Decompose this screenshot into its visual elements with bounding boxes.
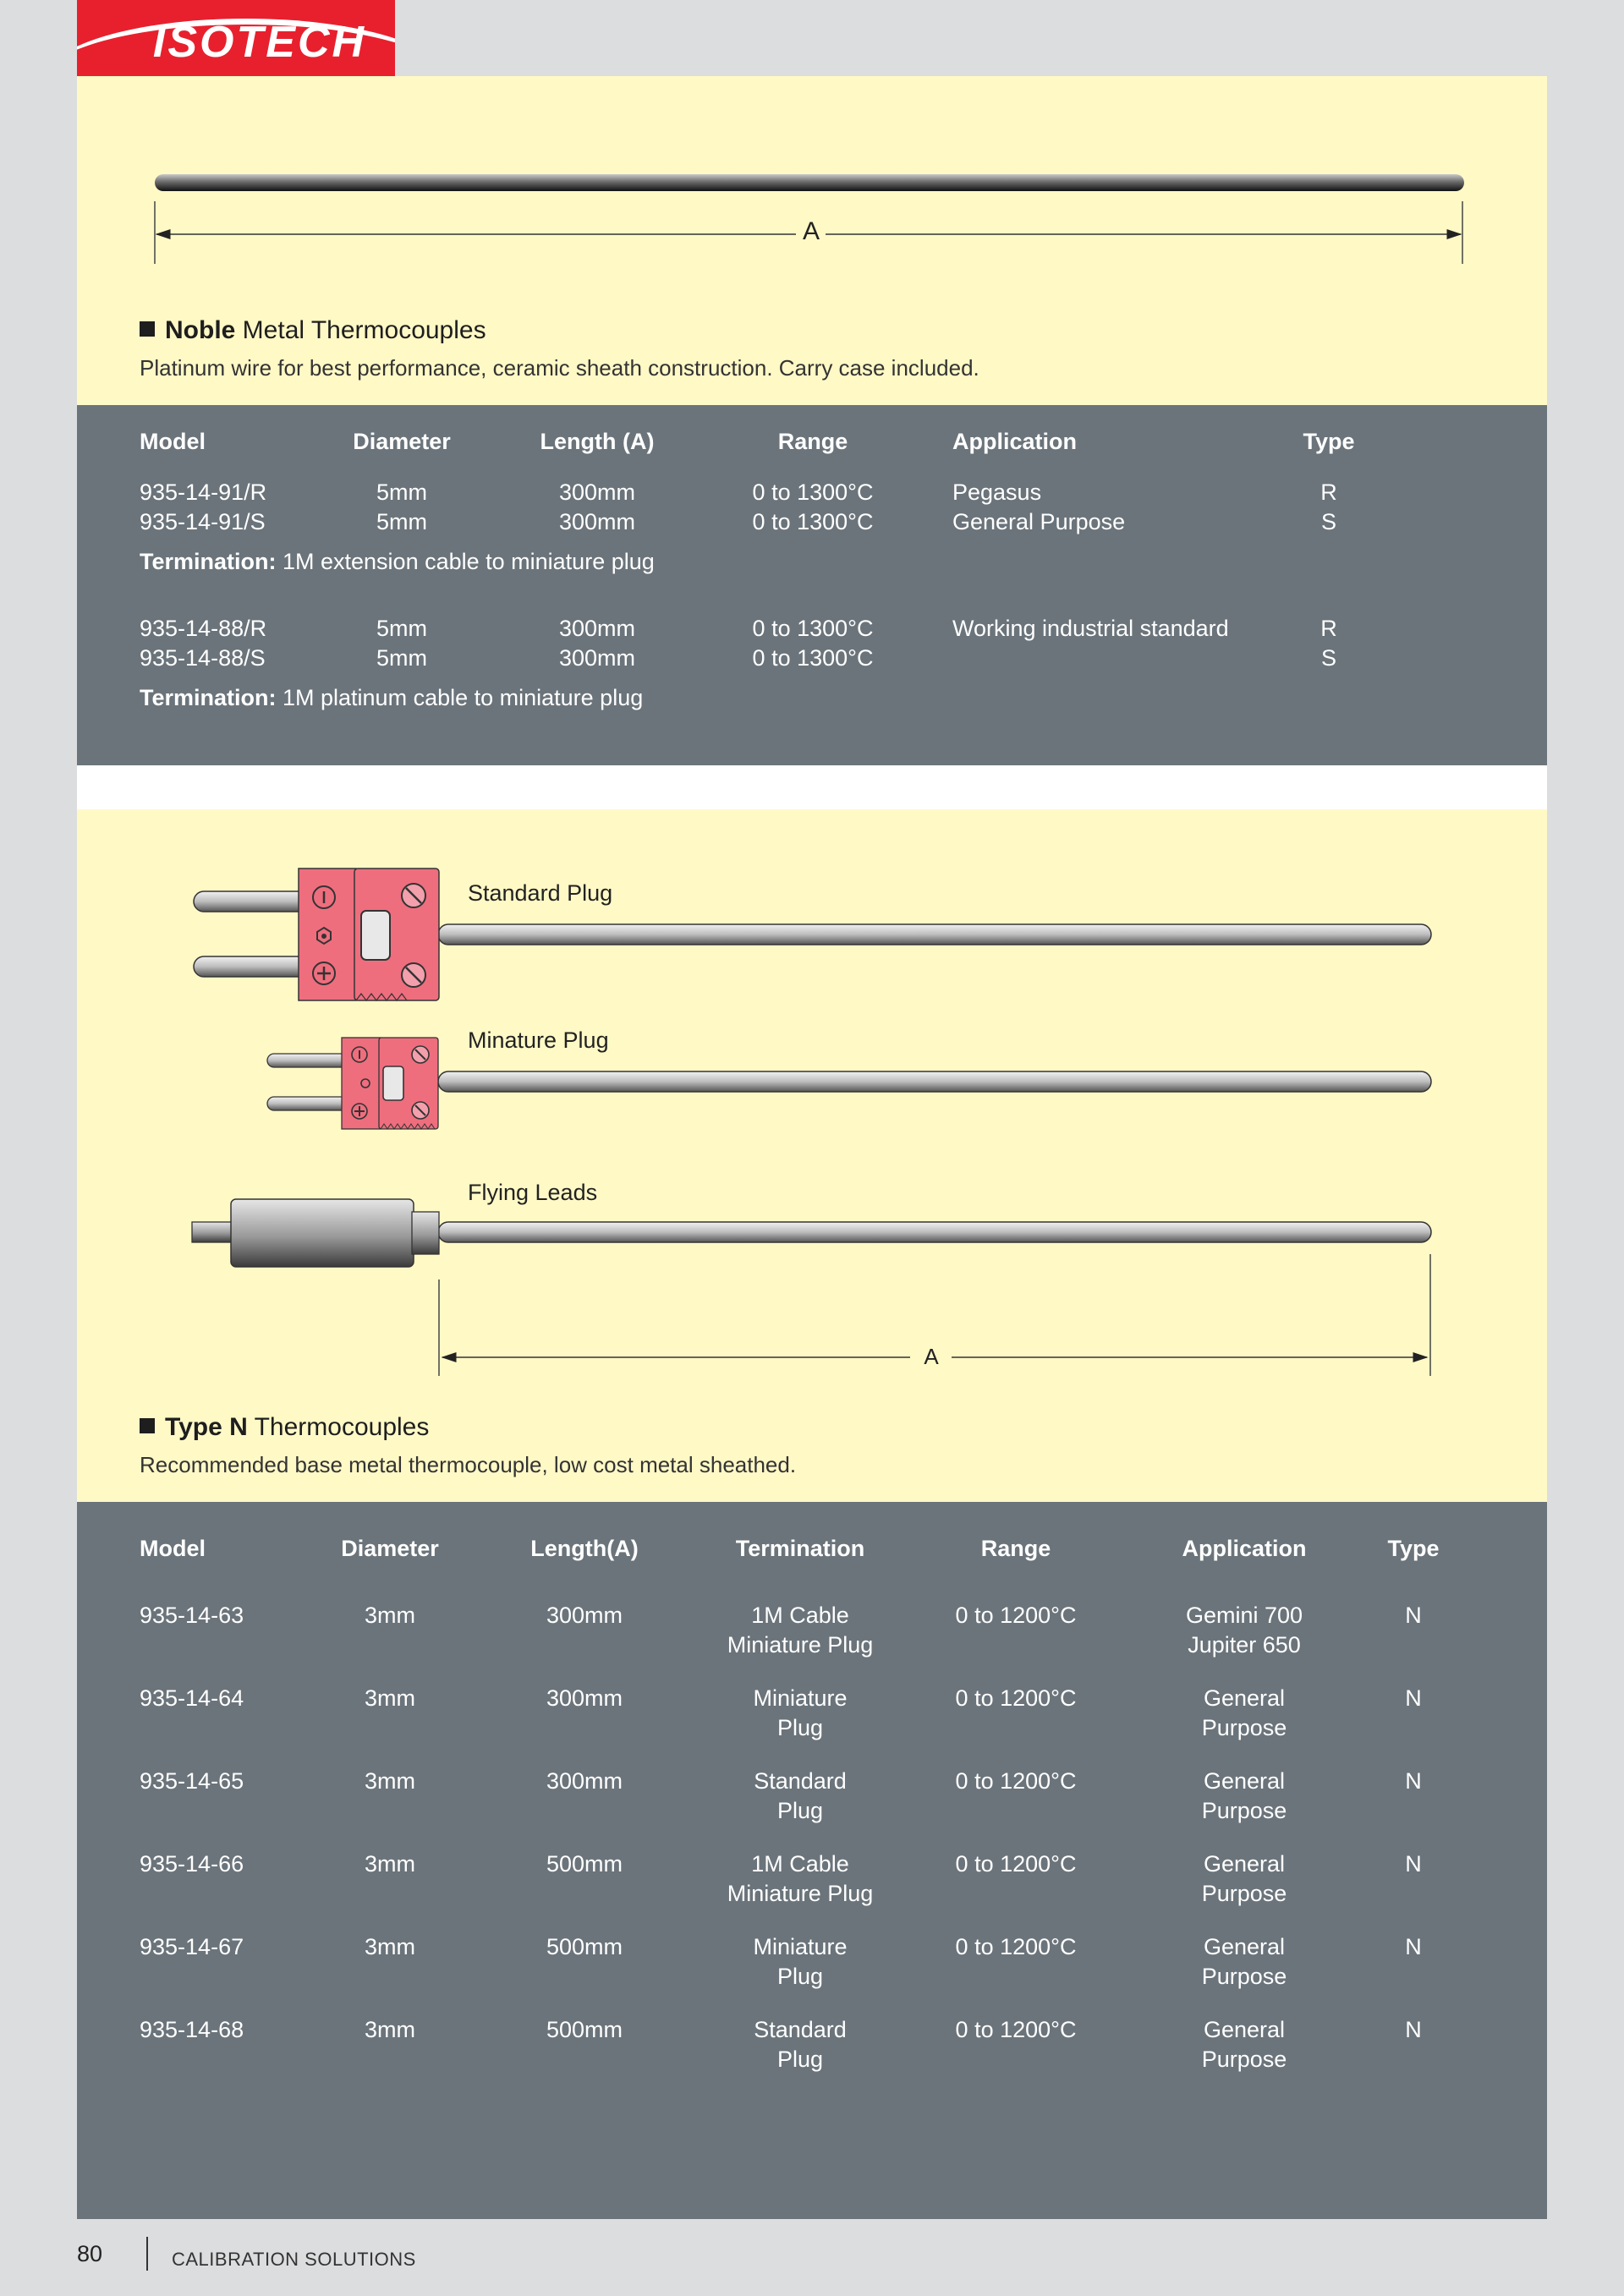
cell-termination-line: 1M Cable xyxy=(751,1603,849,1628)
cell-diameter-line: 3mm xyxy=(365,1685,415,1711)
footer-divider xyxy=(146,2237,148,2271)
cell-length-line: 300mm xyxy=(546,1603,623,1628)
cell-diameter-col: 5mm 5mm xyxy=(376,479,427,534)
typen-section-subtitle: Recommended base metal thermocouple, low cost metal sheathed. xyxy=(140,1452,797,1477)
col-header-length: Length (A) xyxy=(540,429,655,454)
page-number: 80 xyxy=(77,2241,103,2266)
cell-termination-line: Miniature Plug xyxy=(727,1632,874,1658)
cell-termination xyxy=(707,1932,893,1992)
cell-termination xyxy=(707,1601,893,1660)
cell-type-col: R S xyxy=(1320,616,1337,671)
cell-application-col: Working industrial standard xyxy=(952,616,1229,641)
miniature-plug-probe xyxy=(267,1038,1431,1129)
cell-application xyxy=(1160,1932,1329,1992)
cell-range-col: 0 to 1300°C 0 to 1300°C xyxy=(752,616,874,671)
cell-type-col: R S xyxy=(1320,479,1337,534)
flying-leads-probe xyxy=(192,1199,1431,1267)
cell-range-line: 0 to 1200°C xyxy=(955,2017,1077,2042)
cell-model-line: 935-14-66 xyxy=(140,1851,244,1877)
isotech-logo xyxy=(77,0,395,76)
cell-range xyxy=(940,1849,1092,1879)
cell-model xyxy=(140,2015,244,2045)
cell-type xyxy=(1380,1767,1447,1796)
cell-type xyxy=(1380,1684,1447,1713)
section-divider xyxy=(77,765,1547,809)
cell-model: 935-14-88/S xyxy=(140,645,266,671)
typen-illustration-panel xyxy=(77,809,1547,1502)
cell-type xyxy=(1380,1849,1447,1879)
cell-length xyxy=(517,1932,652,1962)
cell-termination xyxy=(707,1849,893,1909)
cell-length xyxy=(517,1684,652,1713)
cell-type xyxy=(1380,1932,1447,1962)
ceramic-sheath-rod xyxy=(155,174,1464,191)
typen-section-title: Type N Thermocouples xyxy=(140,1413,429,1442)
cell-length-line: 300mm xyxy=(546,1685,623,1711)
cell-range-line: 0 to 1200°C xyxy=(955,1685,1077,1711)
cell-application-col: Pegasus General Purpose xyxy=(952,479,1126,534)
cell-diameter xyxy=(326,1849,453,1879)
cell-diameter-line: 3mm xyxy=(365,1934,415,1959)
cell-model: 935-14-91/S xyxy=(140,509,266,534)
cell-length xyxy=(517,1767,652,1796)
cell-termination-line: Standard xyxy=(754,2017,847,2042)
cell-length xyxy=(517,2015,652,2045)
cell-diameter-col: 5mm 5mm xyxy=(376,616,427,671)
cell-length-line: 300mm xyxy=(546,1768,623,1794)
col-header-range: Range xyxy=(980,1536,1051,1561)
cell-termination xyxy=(707,1767,893,1826)
cell-application-line: General xyxy=(1203,1851,1286,1877)
cell-range xyxy=(940,1684,1092,1713)
cell-length-line: 500mm xyxy=(546,1851,623,1877)
termination-note-1: Termination: 1M extension cable to miniature plug xyxy=(140,549,655,574)
cell-application-line: Purpose xyxy=(1201,1715,1287,1740)
cell-termination-line: Standard xyxy=(754,1768,847,1794)
cell-model xyxy=(140,1849,244,1879)
cell-range xyxy=(940,2015,1092,2045)
cell-model: 935-14-88/R xyxy=(140,616,267,641)
col-header-type: Type xyxy=(1387,1536,1440,1561)
cell-application-line: Gemini 700 xyxy=(1185,1603,1303,1628)
table-row xyxy=(140,478,266,537)
cell-termination-line: Miniature xyxy=(753,1934,848,1959)
cell-application-line: Purpose xyxy=(1201,1881,1287,1906)
cell-type-line: N xyxy=(1405,1851,1422,1877)
dimension-label-a: A xyxy=(802,217,820,245)
cell-range xyxy=(940,1601,1092,1630)
cell-type-line: N xyxy=(1405,1934,1422,1959)
col-header-diameter: Diameter xyxy=(341,1536,439,1561)
col-header-type: Type xyxy=(1303,429,1355,454)
cell-model xyxy=(140,1684,244,1713)
standard-plug-probe xyxy=(194,869,1431,1000)
noble-section-subtitle: Platinum wire for best performance, ceramic sheath construction. Carry case included. xyxy=(140,355,979,381)
standard-plug-label: Standard Plug xyxy=(468,880,613,906)
cell-diameter xyxy=(326,1684,453,1713)
logo-text: ISOTECH xyxy=(152,18,367,67)
cell-termination-line: Plug xyxy=(776,2047,824,2072)
bullet-square-icon xyxy=(140,321,155,337)
cell-application-line: Purpose xyxy=(1201,1964,1287,1989)
cell-type-line: N xyxy=(1405,1603,1422,1628)
col-header-length: Length(A) xyxy=(530,1536,639,1561)
cell-application xyxy=(1160,2015,1329,2074)
cell-application xyxy=(1160,1684,1329,1743)
cell-length-col: 300mm 300mm xyxy=(558,479,636,534)
cell-length-col: 300mm 300mm xyxy=(558,616,636,671)
flying-leads-label: Flying Leads xyxy=(468,1180,598,1205)
cell-termination-line: Plug xyxy=(776,1798,824,1823)
cell-range-line: 0 to 1200°C xyxy=(955,1603,1077,1628)
cell-model-line: 935-14-67 xyxy=(140,1934,244,1959)
cell-diameter xyxy=(326,1767,453,1796)
cell-length-line: 500mm xyxy=(546,2017,623,2042)
cell-diameter xyxy=(326,1932,453,1962)
bullet-square-icon xyxy=(140,1418,155,1433)
cell-range-line: 0 to 1200°C xyxy=(955,1934,1077,1959)
miniature-plug-label: Minature Plug xyxy=(468,1027,609,1053)
cell-application-line: General xyxy=(1203,2017,1286,2042)
cell-type xyxy=(1380,1601,1447,1630)
cell-model-line: 935-14-65 xyxy=(140,1768,244,1794)
cell-application xyxy=(1160,1767,1329,1826)
cell-diameter-line: 3mm xyxy=(365,1603,415,1628)
cell-termination-line: Miniature Plug xyxy=(727,1881,874,1906)
cell-model: 935-14-91/R xyxy=(140,479,267,505)
cell-diameter xyxy=(326,1601,453,1630)
typen-probe-illustration xyxy=(77,809,1547,1502)
cell-range-line: 0 to 1200°C xyxy=(955,1851,1077,1877)
cell-type-line: N xyxy=(1405,1685,1422,1711)
cell-type xyxy=(1380,2015,1447,2045)
termination-note-2: Termination: 1M platinum cable to miniature plug xyxy=(140,685,644,710)
cell-model xyxy=(140,1932,244,1962)
noble-illustration-panel xyxy=(77,76,1547,405)
cell-model-line: 935-14-63 xyxy=(140,1603,244,1628)
cell-application xyxy=(1160,1601,1329,1660)
cell-length xyxy=(517,1849,652,1879)
cell-range xyxy=(940,1932,1092,1962)
col-header-model: Model xyxy=(140,429,206,454)
col-header-model: Model xyxy=(140,1536,206,1561)
typen-spec-table xyxy=(77,1502,1547,2219)
cell-application-line: General xyxy=(1203,1685,1286,1711)
cell-model-line: 935-14-68 xyxy=(140,2017,244,2042)
cell-length-line: 500mm xyxy=(546,1934,623,1959)
cell-diameter xyxy=(326,2015,453,2045)
table-row xyxy=(140,614,266,673)
noble-spec-table xyxy=(77,405,1547,765)
col-header-application: Application xyxy=(952,429,1077,454)
cell-application xyxy=(1160,1849,1329,1909)
cell-application-line: Jupiter 650 xyxy=(1188,1632,1301,1658)
cell-range xyxy=(940,1767,1092,1796)
cell-range-line: 0 to 1200°C xyxy=(955,1768,1077,1794)
cell-range-col: 0 to 1300°C 0 to 1300°C xyxy=(752,479,874,534)
col-header-termination: Termination xyxy=(735,1536,865,1561)
cell-diameter-line: 3mm xyxy=(365,1768,415,1794)
cell-diameter-line: 3mm xyxy=(365,1851,415,1877)
cell-diameter-line: 3mm xyxy=(365,2017,415,2042)
cell-termination xyxy=(707,1684,893,1743)
cell-model xyxy=(140,1767,244,1796)
cell-termination-line: Miniature xyxy=(753,1685,848,1711)
cell-model-line: 935-14-64 xyxy=(140,1685,244,1711)
cell-termination-line: 1M Cable xyxy=(751,1851,849,1877)
cell-application-line: General xyxy=(1203,1934,1286,1959)
dimension-label-a: A xyxy=(924,1344,939,1369)
cell-application-line: Purpose xyxy=(1201,1798,1287,1823)
cell-model xyxy=(140,1601,244,1630)
col-header-diameter: Diameter xyxy=(353,429,451,454)
cell-type-line: N xyxy=(1405,2017,1422,2042)
cell-termination-line: Plug xyxy=(776,1964,824,1989)
cell-application-line: General xyxy=(1203,1768,1286,1794)
cell-termination-line: Plug xyxy=(776,1715,824,1740)
col-header-range: Range xyxy=(777,429,848,454)
cell-application-line: Purpose xyxy=(1201,2047,1287,2072)
cell-length xyxy=(517,1601,652,1630)
noble-section-title: Noble Metal Thermocouples xyxy=(140,316,486,345)
col-header-application: Application xyxy=(1182,1536,1307,1561)
footer-section-label: CALIBRATION SOLUTIONS xyxy=(172,2249,416,2270)
cell-type-line: N xyxy=(1405,1768,1422,1794)
cell-termination xyxy=(707,2015,893,2074)
